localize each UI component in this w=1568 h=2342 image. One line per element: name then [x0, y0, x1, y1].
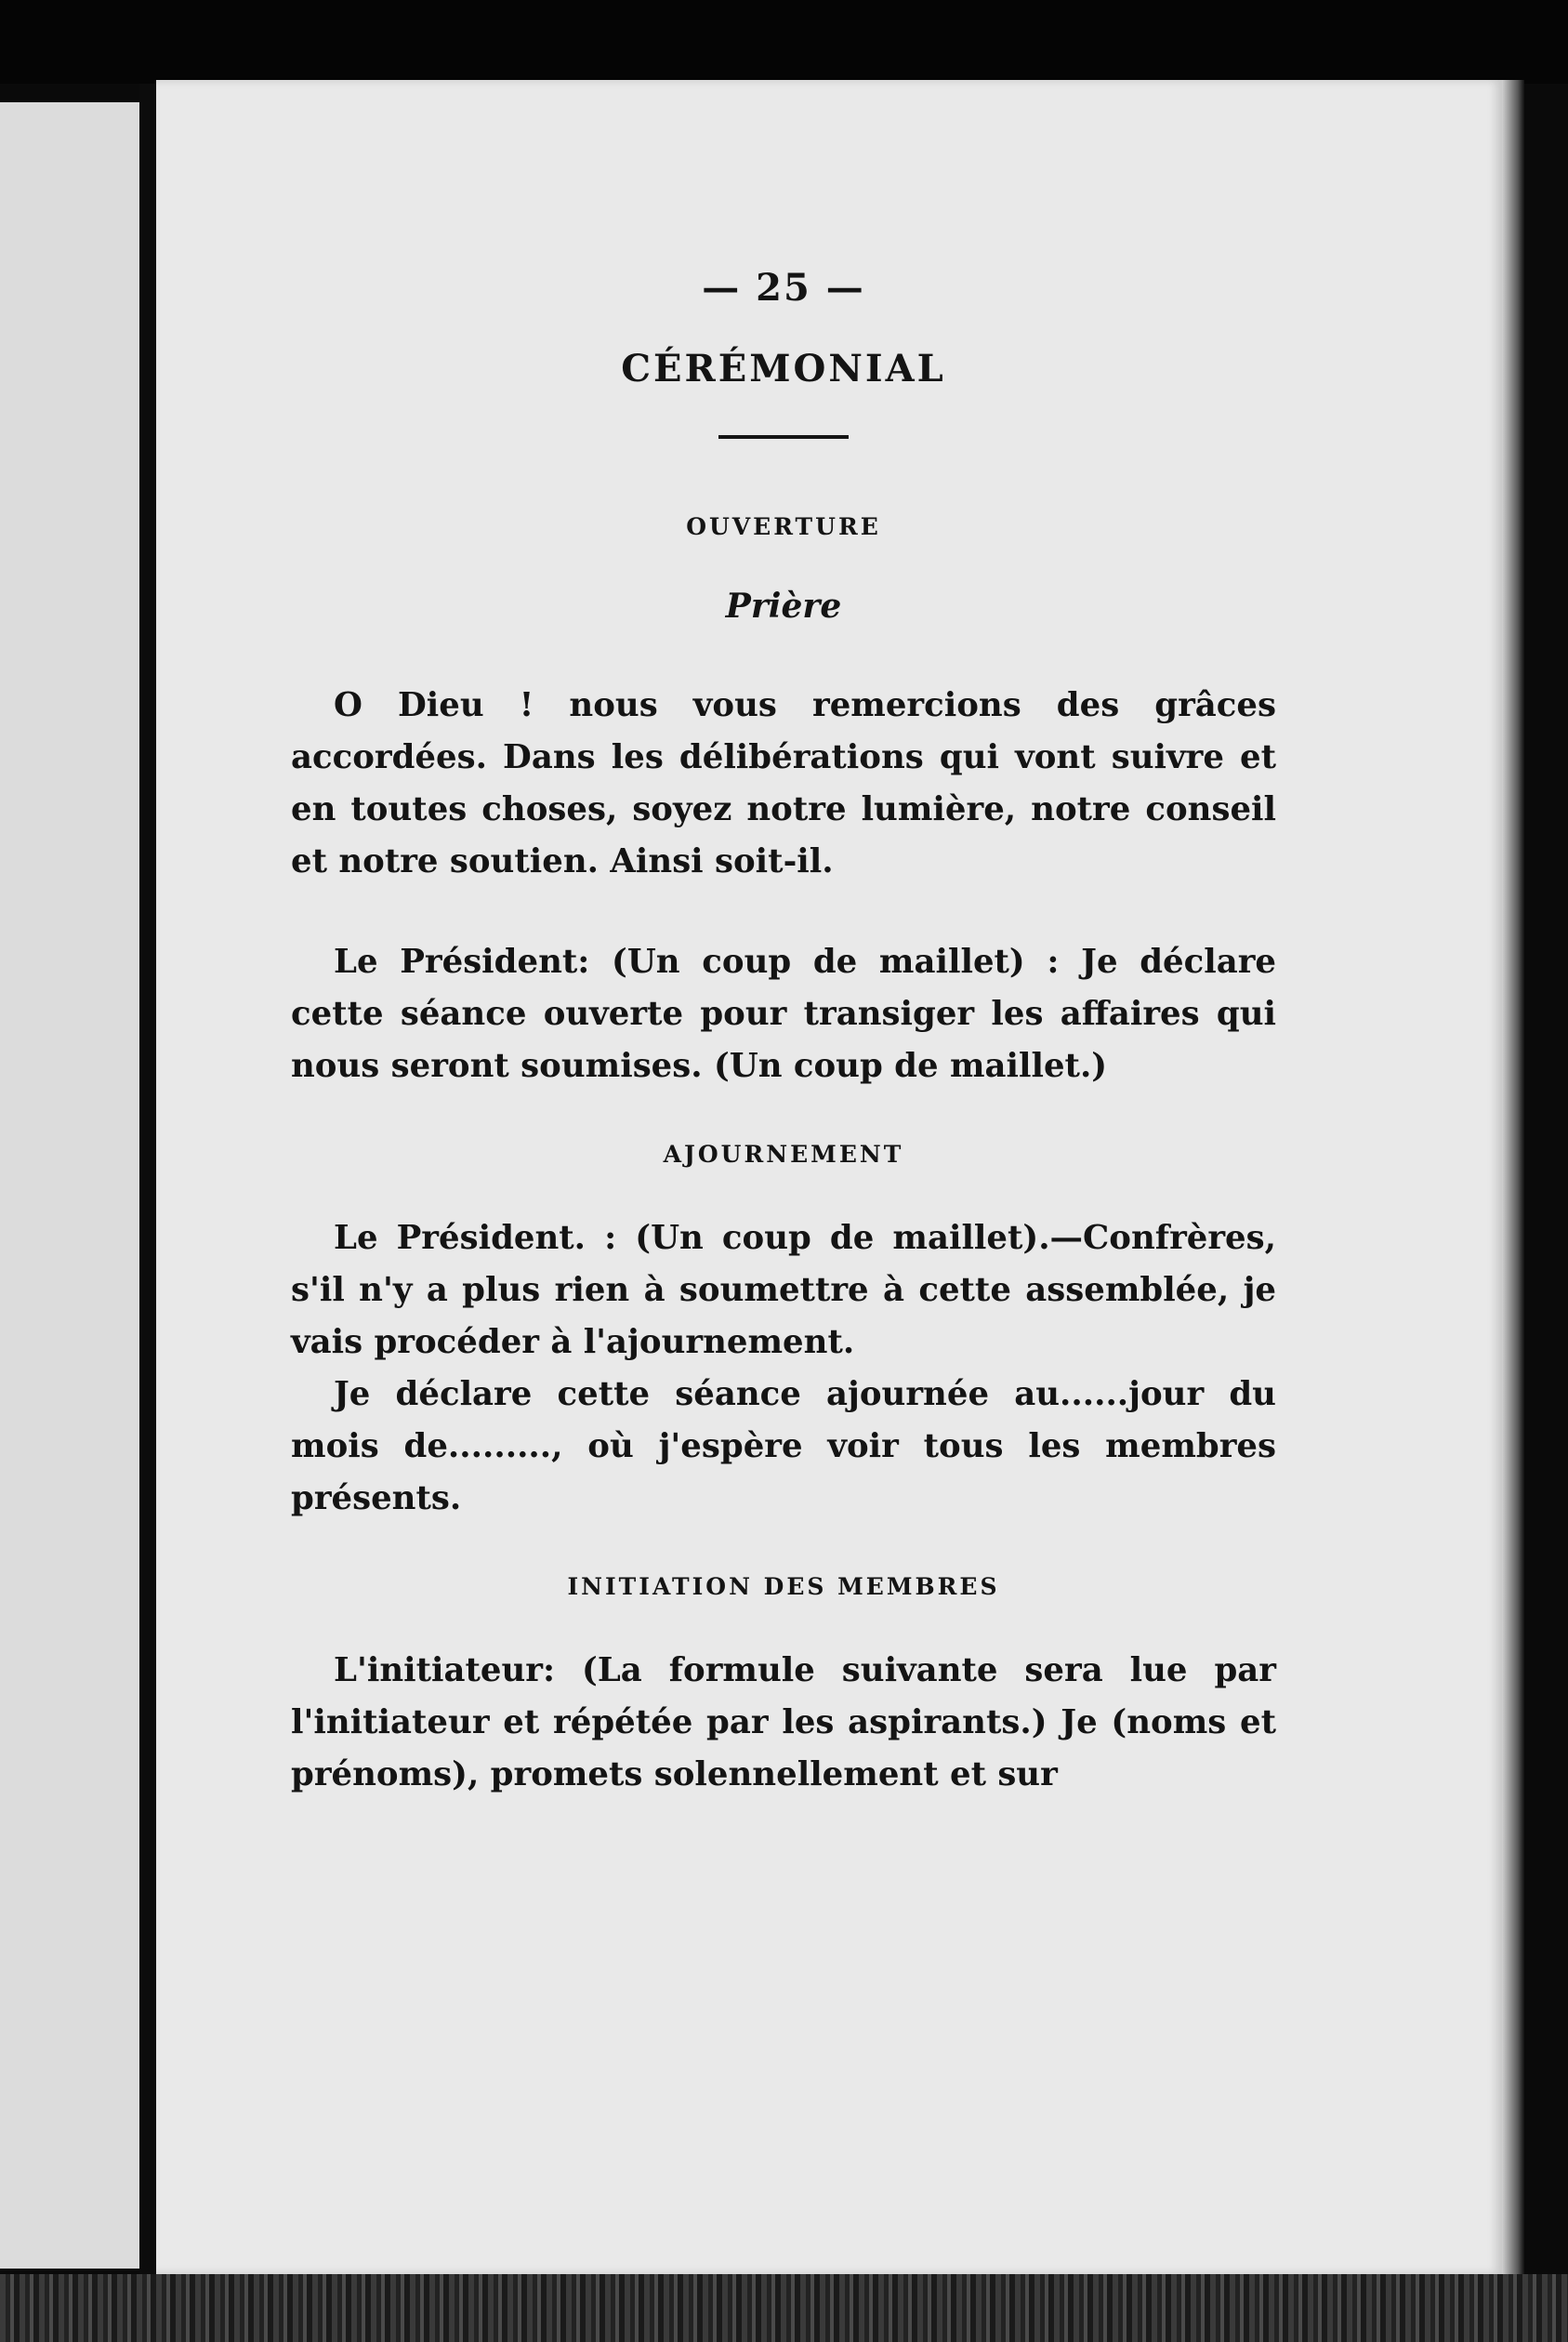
book-page	[156, 80, 1502, 2274]
president-adjournment-paragraph: Le Président. : (Un coup de maillet).—Confrères, s'il n'y a plus rien à soumettre à cette assemblée, je vais procéder à l'ajournement.	[291, 1219, 1276, 1361]
scan-border-top	[0, 0, 1568, 84]
president-opening-paragraph: Le Président: (Un coup de maillet) : Je déclare cette séance ouverte pour transiger les affaires qui nous seront soumises. (Un coup de maillet.)	[291, 943, 1276, 1085]
section-heading-ajournement: AJOURNEMENT	[663, 1141, 904, 1168]
initiateur-paragraph: L'initiateur: (La formule suivante sera lue par l'initiateur et répétée par les aspirants.) Je (noms et prénoms), promets solennellement et sur	[291, 1651, 1276, 1793]
prayer-subheading: Prière	[725, 587, 842, 626]
scan-border-bottom	[0, 2274, 1568, 2342]
prayer-paragraph: O Dieu ! nous vous remercions des grâces accordées. Dans les délibérations qui vont suivre et en toutes choses, soyez notre lumière, notre conseil et notre soutien. Ainsi soit-il.	[291, 686, 1276, 880]
page-title: CÉRÉMONIAL	[621, 347, 946, 390]
section-heading-ouverture: OUVERTURE	[686, 513, 881, 540]
page-content	[291, 266, 1276, 1801]
page-edge-shadow	[1502, 80, 1524, 2274]
adjournment-declaration-paragraph: Je déclare cette séance ajournée au......jour du mois de........., où j'espère voir tous les membres présents.	[291, 1375, 1276, 1517]
section-heading-initiation: INITIATION DES MEMBRES	[567, 1573, 1000, 1600]
facing-page-edge	[0, 102, 139, 2269]
book-spine	[139, 84, 156, 2287]
title-rule	[718, 435, 849, 439]
page-number: — 25 —	[702, 266, 865, 310]
